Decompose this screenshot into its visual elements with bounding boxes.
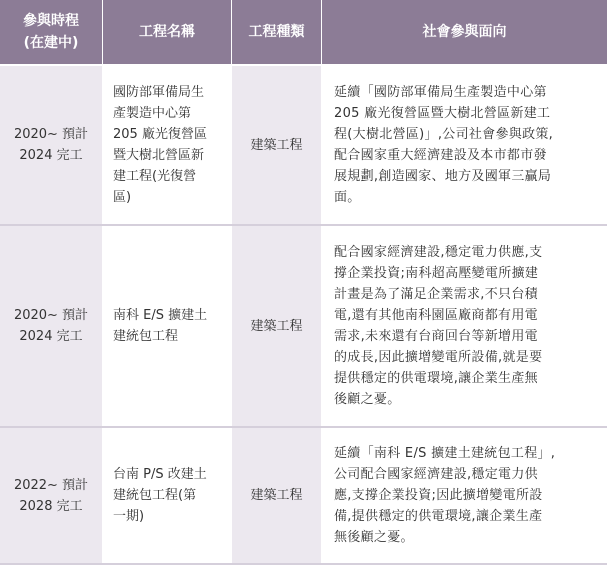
social-description-cell: 延續「南科 E/S 擴建土建統包工程」, 公司配合國家經濟建設,穩定電力供 應,支撐企業投資;因此擴增變電所設 備,提供穩定的供電環境,讓企業生產 無後顧之憂。 bbox=[322, 428, 607, 563]
project-name-cell: 南科 E/S 擴建土 建統包工程 bbox=[103, 226, 232, 426]
header-name: 工程名稱 bbox=[103, 0, 232, 64]
header-period: 參與時程 (在建中) bbox=[0, 0, 103, 64]
project-name-cell: 台南 P/S 改建土 建統包工程(第 一期) bbox=[103, 428, 232, 563]
period-cell: 2020~ 預計 2024 完工 bbox=[0, 66, 103, 224]
table-row bbox=[0, 226, 607, 428]
header-type: 工程種類 bbox=[232, 0, 322, 64]
table-row bbox=[0, 428, 607, 565]
project-type-cell: 建築工程 bbox=[232, 428, 322, 563]
social-description-cell: 延續「國防部軍備局生產製造中心第 205 廠光復營區暨大樹北營區新建工 程(大樹北營區)」,公司社會參與政策, 配合國家重大經濟建設及本市都市發 展規劃,創造國家、地方及國軍三贏局 面。 bbox=[322, 66, 607, 224]
table-header bbox=[0, 0, 607, 64]
project-name-cell: 國防部軍備局生 產製造中心第 205 廠光復營區 暨大樹北營區新 建工程(光復營 區) bbox=[103, 66, 232, 224]
header-social: 社會參與面向 bbox=[322, 0, 607, 64]
social-description-cell: 配合國家經濟建設,穩定電力供應,支 撐企業投資;南科超高壓變電所擴建 計畫是為了滿足企業需求,不只台積 電,還有其他南科園區廠商都有用電 需求,未來還有台商回台等新增用電 的成長,因此擴增變電所設備,就是要 提供穩定的供電環境,讓企業生產無 後顧之憂。 bbox=[322, 226, 607, 426]
table-row bbox=[0, 66, 607, 226]
period-cell: 2022~ 預計 2028 完工 bbox=[0, 428, 103, 563]
project-type-cell: 建築工程 bbox=[232, 226, 322, 426]
project-type-cell: 建築工程 bbox=[232, 66, 322, 224]
period-cell: 2020~ 預計 2024 完工 bbox=[0, 226, 103, 426]
